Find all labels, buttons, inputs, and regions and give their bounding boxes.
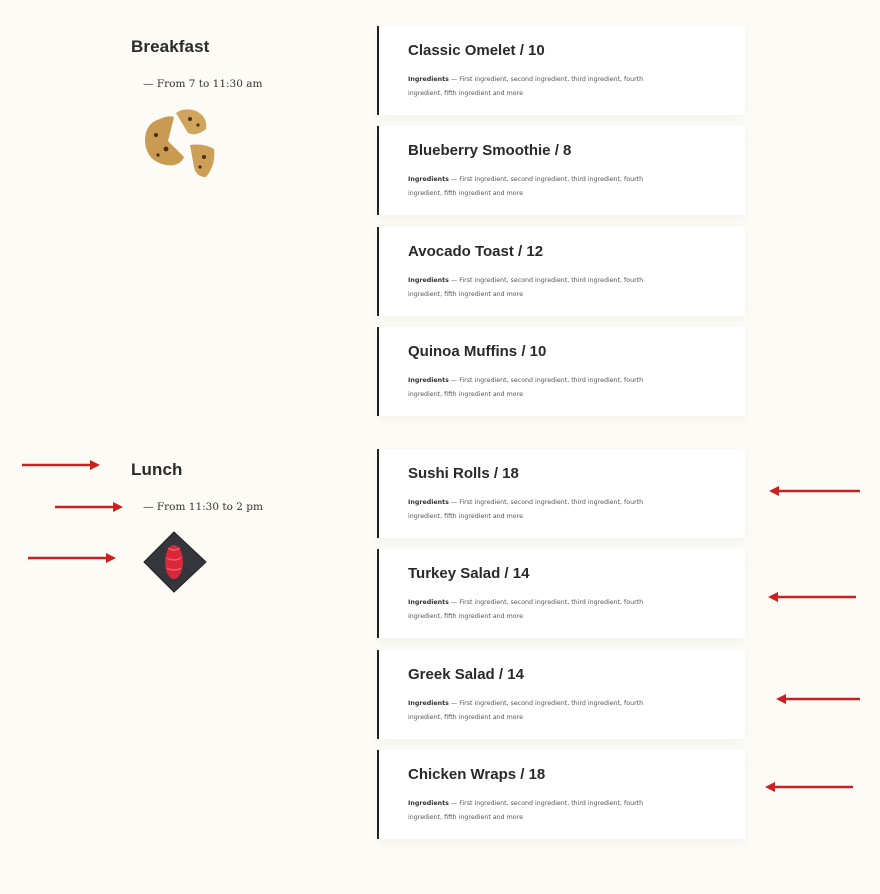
ingredients-label: Ingredients bbox=[408, 377, 449, 385]
menu-card[interactable] bbox=[377, 327, 745, 416]
menu-item-title: Chicken Wraps / 18 bbox=[408, 766, 546, 784]
ingredients-text: — First ingredient, second ingredient, third ingredient, fourth ingredient, fifth ingredient and more bbox=[408, 276, 644, 298]
ingredients-text: — First ingredient, second ingredient, third ingredient, fourth ingredient, fifth ingredient and more bbox=[408, 699, 644, 721]
red-arrow-icon bbox=[766, 591, 858, 603]
ingredients-text: — First ingredient, second ingredient, third ingredient, fourth ingredient, fifth ingredient and more bbox=[408, 76, 644, 97]
red-arrow-icon bbox=[774, 693, 862, 705]
menu-item-title: Turkey Salad / 14 bbox=[408, 565, 530, 583]
section-hours-breakfast: — From 7 to 11:30 am bbox=[143, 78, 263, 90]
menu-card[interactable] bbox=[377, 750, 745, 839]
menu-item-title: Sushi Rolls / 18 bbox=[408, 465, 519, 482]
section-hours-lunch: — From 11:30 to 2 pm bbox=[143, 501, 263, 513]
menu-card[interactable] bbox=[377, 650, 745, 739]
cookie-image bbox=[140, 105, 220, 181]
section-title-lunch: Lunch bbox=[131, 460, 183, 479]
red-arrow-icon bbox=[763, 781, 855, 793]
ingredients-text: — First ingredient, second ingredient, third ingredient, fourth ingredient, fifth ingredient and more bbox=[408, 377, 644, 399]
ingredients-text: — First ingredient, second ingredient, third ingredient, fourth ingredient, fifth ingredient and more bbox=[408, 800, 644, 822]
menu-item-ingredients bbox=[408, 374, 648, 402]
breakfast-menu-list bbox=[377, 26, 745, 428]
ingredients-label: Ingredients bbox=[408, 276, 449, 284]
red-arrow-icon bbox=[20, 459, 102, 471]
menu-card[interactable] bbox=[377, 449, 745, 538]
ingredients-label: Ingredients bbox=[408, 176, 449, 184]
sushi-image bbox=[140, 530, 216, 596]
menu-item-ingredients bbox=[408, 73, 648, 101]
section-title-breakfast: Breakfast bbox=[131, 37, 210, 56]
menu-card[interactable] bbox=[377, 26, 745, 115]
ingredients-label: Ingredients bbox=[408, 599, 449, 607]
menu-item-ingredients bbox=[408, 274, 648, 302]
ingredients-label: Ingredients bbox=[408, 800, 449, 808]
menu-item-title: Classic Omelet / 10 bbox=[408, 42, 545, 59]
red-arrow-icon bbox=[767, 485, 862, 497]
menu-item-title: Avocado Toast / 12 bbox=[408, 242, 544, 260]
menu-card[interactable] bbox=[377, 549, 745, 638]
ingredients-text: — First ingredient, second ingredient, third ingredient, fourth ingredient, fifth ingredient and more bbox=[408, 499, 644, 520]
ingredients-label: Ingredients bbox=[408, 699, 449, 707]
ingredients-label: Ingredients bbox=[408, 76, 449, 83]
menu-item-ingredients bbox=[408, 797, 648, 825]
menu-card[interactable] bbox=[377, 126, 745, 215]
ingredients-text: — First ingredient, second ingredient, third ingredient, fourth ingredient, fifth ingredient and more bbox=[408, 176, 644, 198]
menu-item-title: Blueberry Smoothie / 8 bbox=[408, 142, 572, 160]
red-arrow-icon bbox=[53, 501, 125, 513]
menu-item-title: Greek Salad / 14 bbox=[408, 665, 524, 683]
red-arrow-icon bbox=[26, 552, 118, 564]
menu-item-ingredients bbox=[408, 697, 648, 725]
ingredients-label: Ingredients bbox=[408, 499, 449, 506]
menu-item-ingredients bbox=[408, 496, 648, 524]
menu-item-title: Quinoa Muffins / 10 bbox=[408, 343, 547, 361]
menu-item-ingredients bbox=[408, 173, 648, 201]
lunch-menu-list bbox=[377, 449, 745, 851]
menu-item-ingredients bbox=[408, 596, 648, 624]
ingredients-text: — First ingredient, second ingredient, third ingredient, fourth ingredient, fifth ingredient and more bbox=[408, 599, 644, 621]
menu-card[interactable] bbox=[377, 227, 745, 316]
